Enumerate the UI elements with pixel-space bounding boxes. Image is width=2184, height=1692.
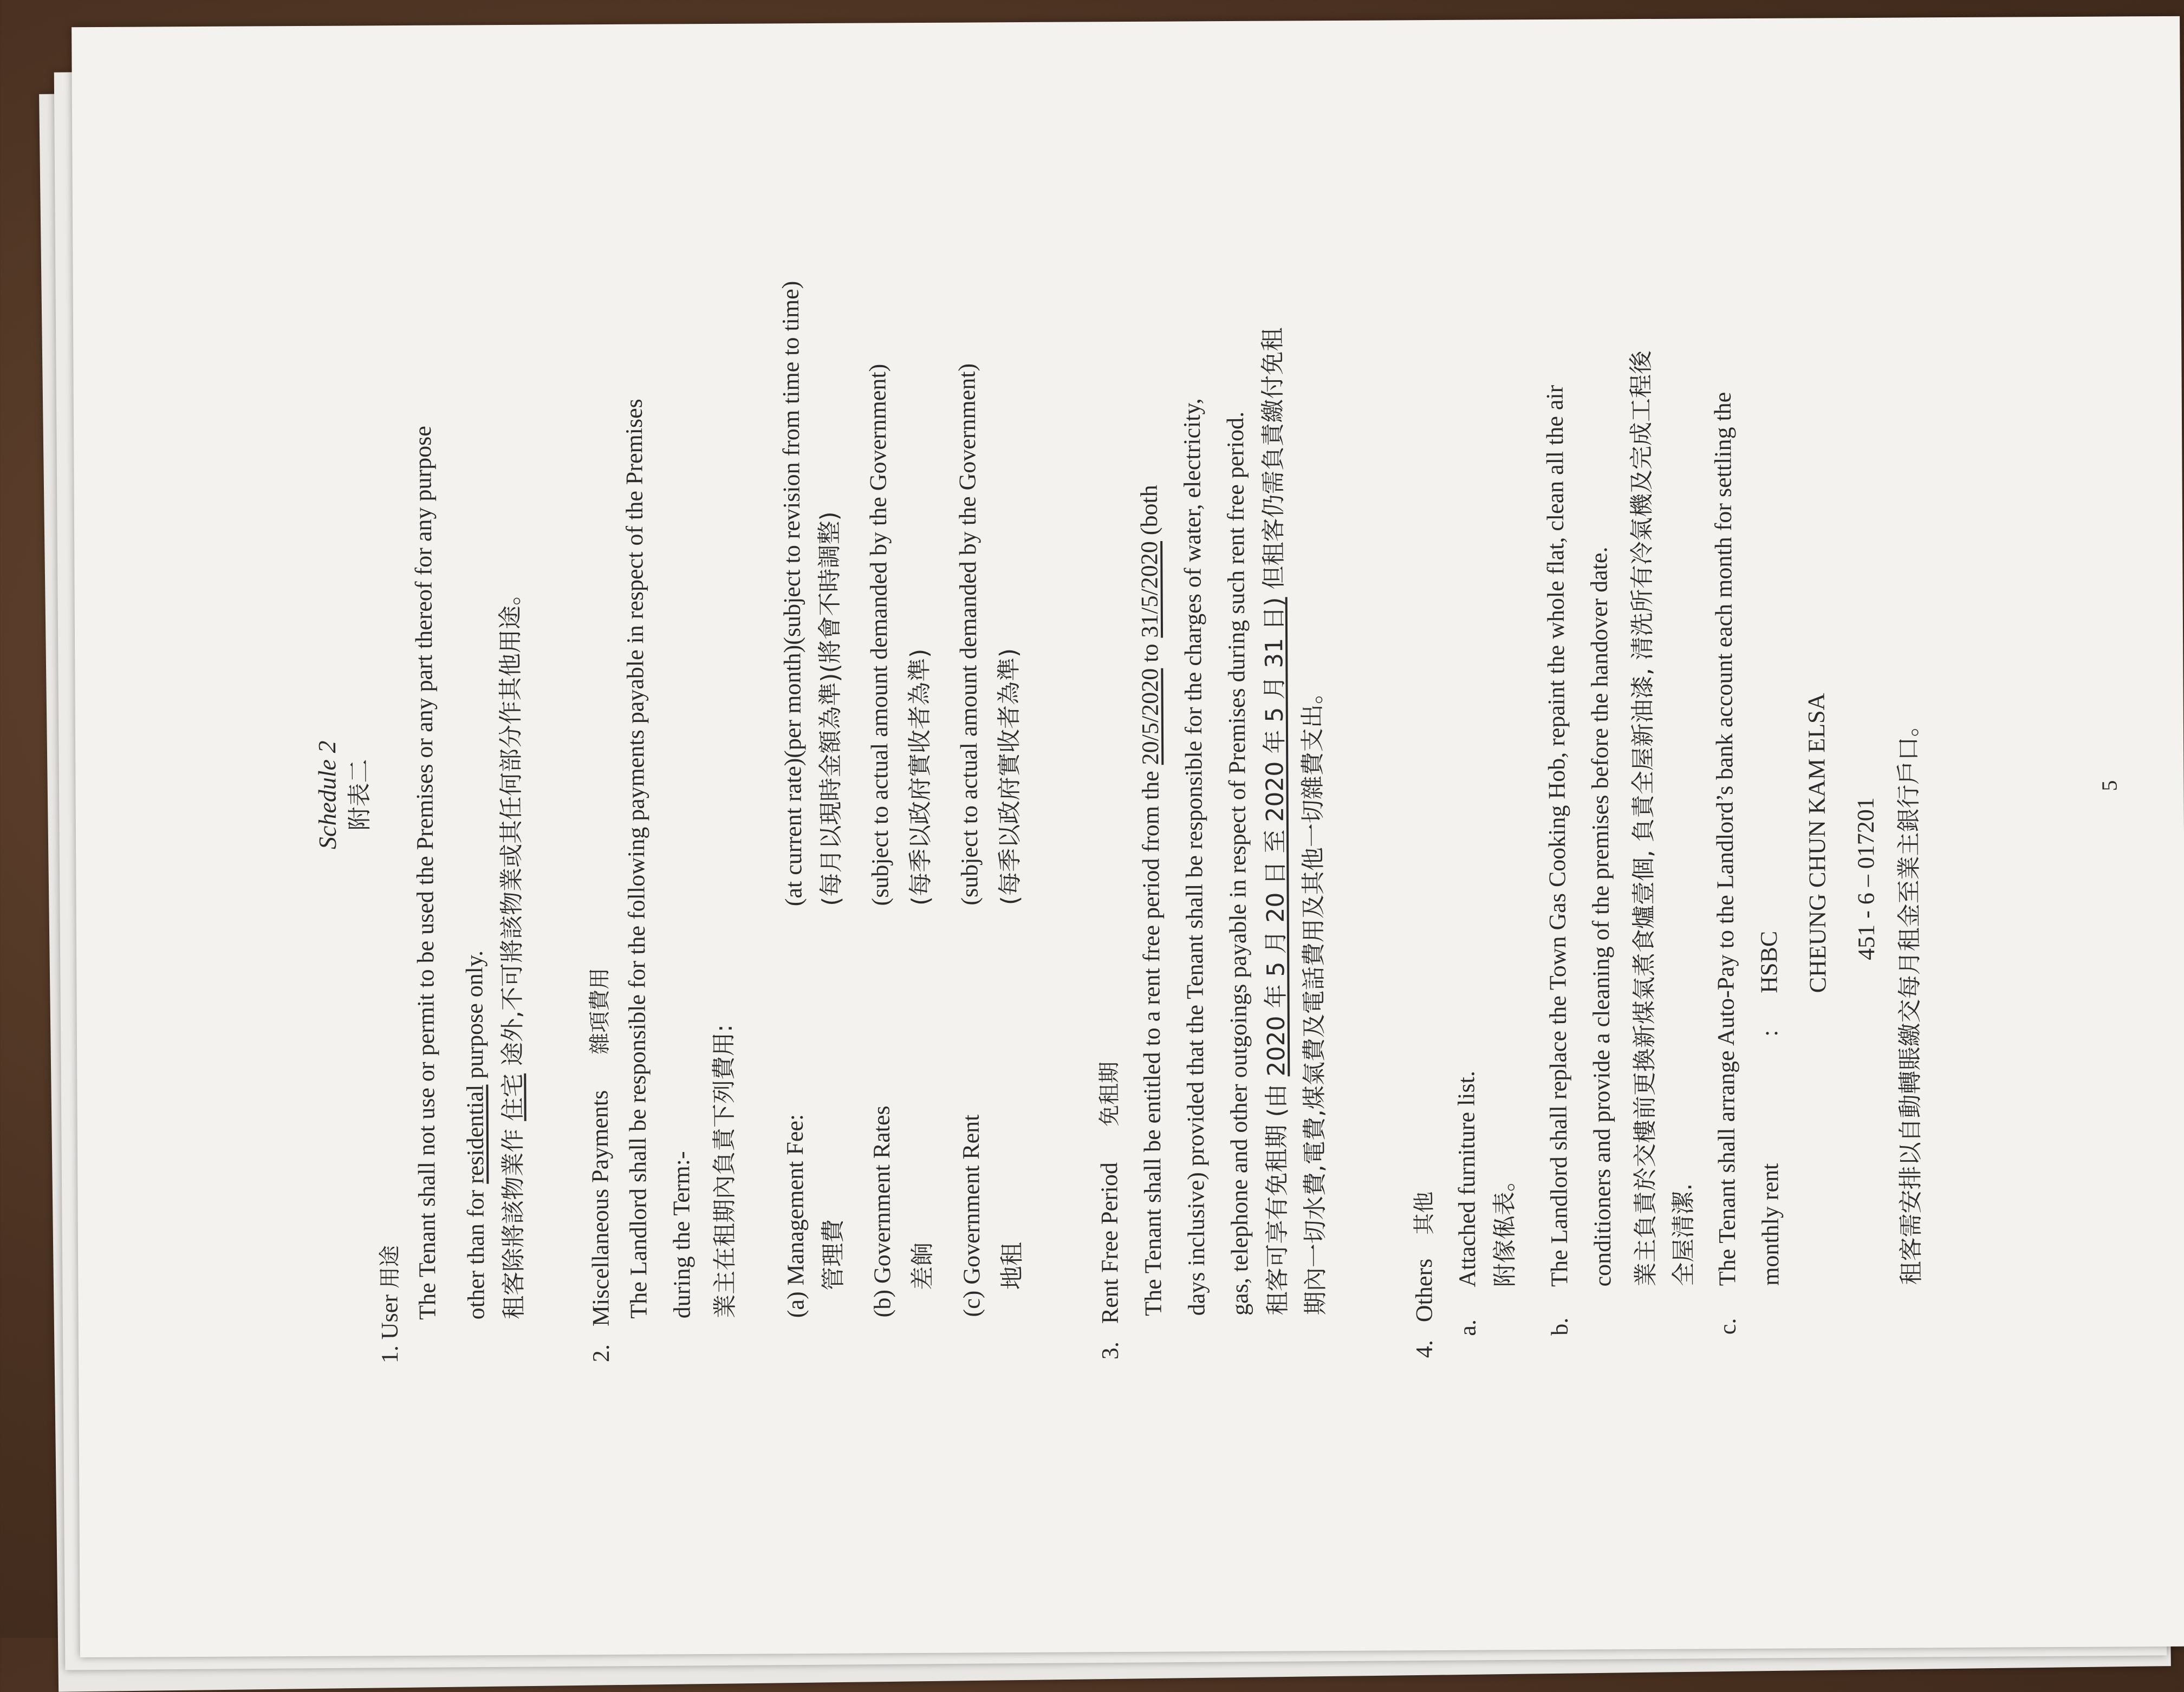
section-misc-heading: 2. Miscellaneous Payments 雜項費用 [586, 967, 615, 1363]
others-c-colon: : [1756, 1030, 1783, 1037]
others-b-zh-1: 業主負責於交樓前更換新煤氣煮食爐壹個, 負責全屋新油漆, 清洗所有冷氣機及完成工程後 [1627, 350, 1660, 1287]
rent-free-date-from: 20/5/2020 [1136, 668, 1164, 765]
rent-free-line-1: The Tenant shall be entitled to a rent free period from the 20/5/2020 to 31/5/2020 (both [1135, 485, 1167, 1316]
misc-line-zh: 業主在租期內負責下列費用: [710, 1024, 739, 1319]
misc-item-c-label: (c) Government Rent [957, 1114, 985, 1317]
misc-line-2: during the Term:- [668, 1151, 696, 1319]
others-b-zh-2: 全屋清潔. [1669, 1183, 1698, 1286]
bank-account-name: CHEUNG CHUN KAM ELSA [1803, 693, 1831, 993]
rent-free-line-3: gas, telephone and other outgoings payable in respect of Premises during such rent free period. [1221, 411, 1253, 1316]
misc-item-b-label: (b) Government Rates [868, 1105, 896, 1318]
user-line-1: The Tenant shall not use or permit to be used the Premises or any part thereof for any purpose [410, 426, 441, 1320]
misc-item-c-desc: (subject to actual amount demanded by the Government) [953, 363, 983, 906]
page-number: 5 [2097, 780, 2122, 791]
document-page [72, 16, 2184, 1657]
misc-item-a-desc: (at current rate)(per month)(subject to revision from time to time) [777, 281, 807, 907]
bank-name: HSBC [1755, 930, 1783, 993]
schedule-title-zh: 附表二 [346, 759, 374, 831]
user-line-2: other than for residential purpose only. [461, 950, 490, 1320]
others-c-line-2: monthly rent [1757, 1163, 1784, 1286]
others-a-mark: a. [1454, 1319, 1481, 1336]
rent-free-line-zh-1: 租客可享有免租期 (由 2020 年 5 月 20 日 至 2020 年 5 月 31 日) 但租客仍需負責繳付免租 [1259, 327, 1292, 1316]
others-b-line-2: conditioners and provide a cleaning of the premises before the handover date. [1585, 546, 1616, 1287]
rotated-page-content [164, 16, 2184, 1597]
section-rent-free-heading: 3. Rent Free Period 免租期 [1096, 1061, 1124, 1360]
rent-free-line-2: days inclusive) provided that the Tenant shall be responsible for the charges of water, electricity, [1178, 398, 1210, 1316]
bank-account-number: 451 - 6 – 017201 [1852, 797, 1880, 961]
others-c-mark: c. [1714, 1318, 1741, 1335]
misc-item-b-desc-zh: (每季以政府實收者為準) [906, 648, 935, 906]
misc-item-c-label-zh: 地租 [998, 1242, 1026, 1290]
section-user-heading: 1. User 用途 [376, 1245, 404, 1364]
others-b-line-1: The Landlord shall replace the Town Gas Cooking Hob, repaint the whole flat, clean all the air [1541, 385, 1573, 1287]
misc-item-a-desc-zh: (每月以現時金額為準)(將會不時調整) [815, 511, 846, 907]
section-others-heading: 4. Others 其他 [1410, 1191, 1438, 1358]
misc-item-b-desc: (subject to actual amount demanded by the Government) [864, 363, 894, 906]
blank-residential: residential [461, 1084, 489, 1184]
misc-item-a-label-zh: 管理費 [819, 1219, 848, 1291]
others-b-mark: b. [1546, 1317, 1573, 1336]
others-c-line-1: The Tenant shall arrange Auto-Pay to the Landlord’s bank account each month for settling the [1709, 392, 1741, 1286]
others-a-line: Attached furniture list. [1453, 1071, 1481, 1287]
schedule-title: Schedule 2 [313, 740, 342, 850]
others-a-zh: 附傢俬表。 [1491, 1168, 1519, 1287]
misc-item-a-label: (a) Management Fee: [781, 1114, 809, 1318]
misc-item-b-label-zh: 差餉 [908, 1242, 937, 1291]
user-line-zh: 租客除將該物業作 住宅 途外,不可將該物業或其任何部分作其他用途。 [496, 581, 528, 1320]
blank-residential-zh: 住宅 [499, 1073, 527, 1122]
rent-free-date-to: 31/5/2020 [1136, 541, 1164, 638]
others-c-zh: 租客需安排以自動轉賬繳交每月租金至業主銀行戶口。 [1894, 713, 1926, 1285]
misc-item-c-desc-zh: (每季以政府實收者為準) [995, 648, 1024, 906]
misc-line-1: The Landlord shall be responsible for the following payments payable in respect of the Premises [620, 399, 652, 1319]
rent-free-line-zh-2: 期內一切水費,電費,煤氣費及電話費用及其他一切雜費支出。 [1298, 680, 1330, 1316]
